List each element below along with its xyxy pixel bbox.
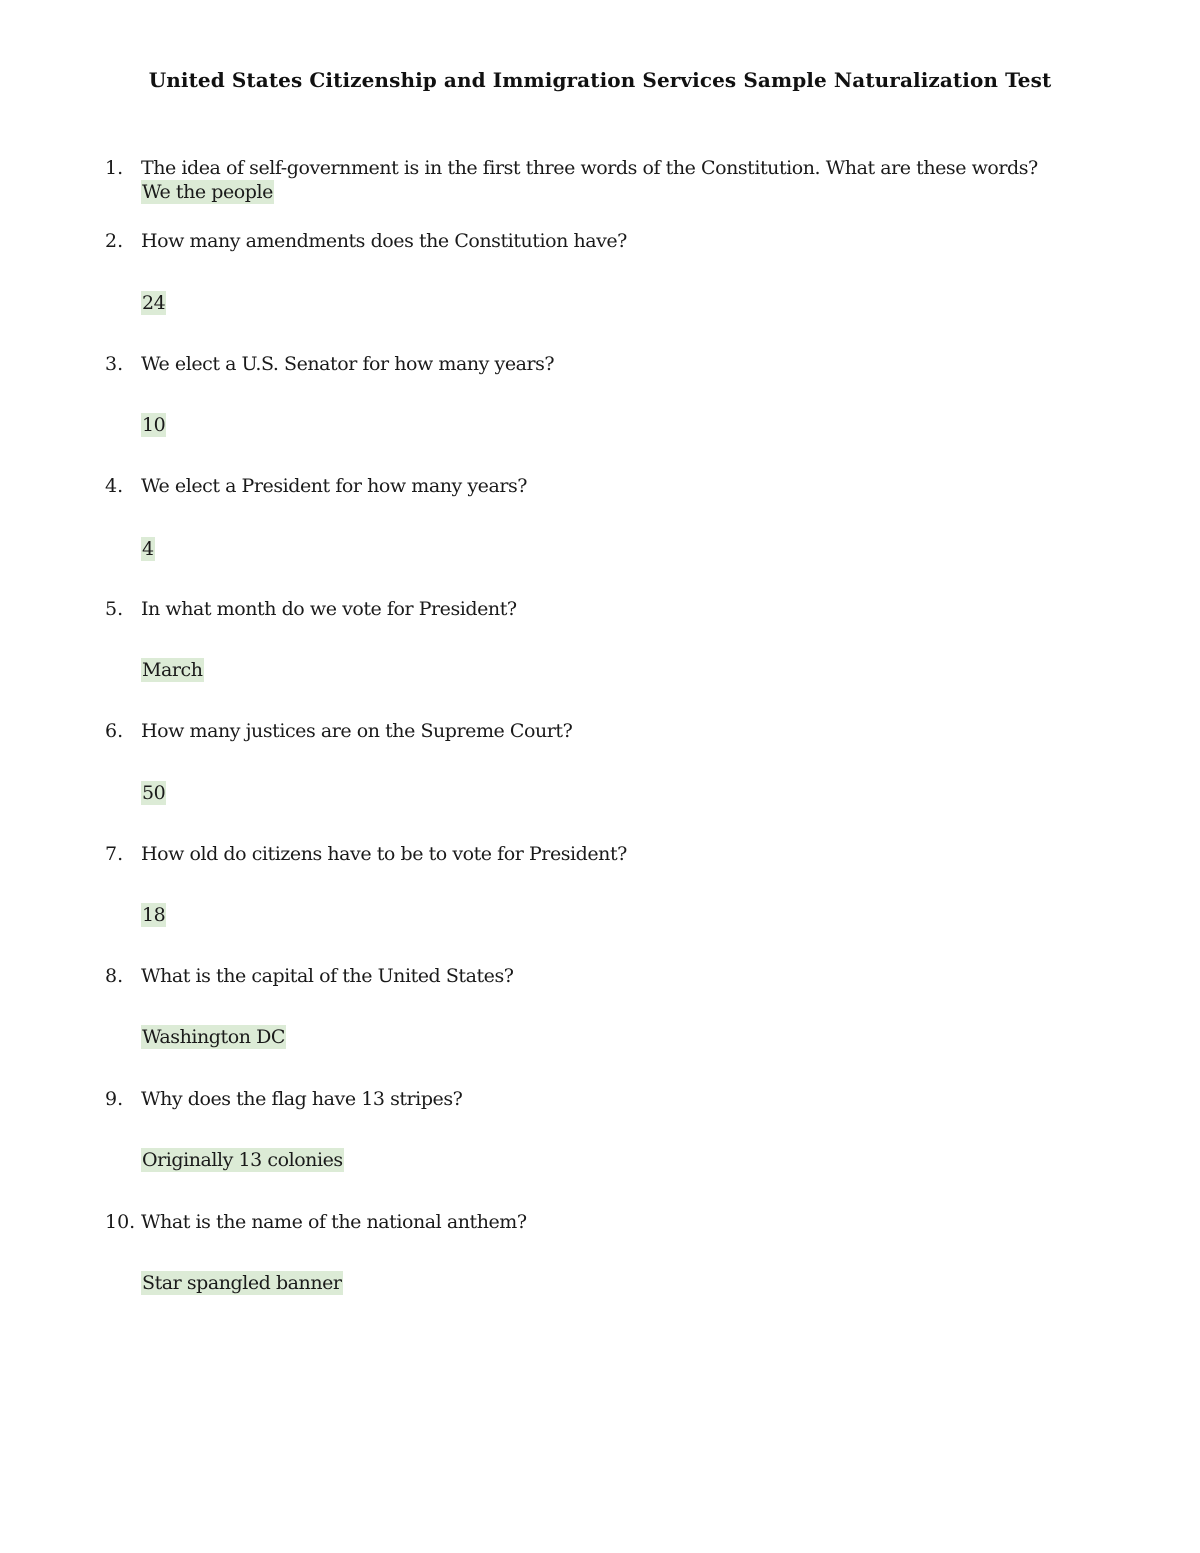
answer-text: 50 <box>142 782 166 804</box>
question-text: In what month do we vote for President? <box>141 598 517 620</box>
question-text: How many amendments does the Constitution have? <box>141 230 627 252</box>
question-number: 5. <box>105 598 124 620</box>
answer-text: Star spangled banner <box>142 1272 342 1294</box>
question-number: 8. <box>105 965 124 987</box>
question-number: 3. <box>105 353 124 375</box>
question-number: 6. <box>105 720 124 742</box>
answer-text: Washington DC <box>142 1026 285 1048</box>
answer-text: Originally 13 colonies <box>142 1149 343 1171</box>
question-text: Why does the flag have 13 stripes? <box>141 1088 463 1110</box>
document-title: United States Citizenship and Immigration Services Sample Naturalization Test <box>148 68 1052 92</box>
question-text: The idea of self-government is in the first three words of the Constitution. What are these words? <box>141 157 1038 179</box>
question-number: 7. <box>105 843 124 865</box>
answer-text: 10 <box>142 414 166 436</box>
question-text: What is the name of the national anthem? <box>141 1211 527 1233</box>
answer-text: 4 <box>142 538 154 560</box>
answer-text: 18 <box>142 904 166 926</box>
question-number: 2. <box>105 230 124 252</box>
answer-text: March <box>142 659 203 681</box>
question-text: We elect a U.S. Senator for how many years? <box>141 353 555 375</box>
question-text: How old do citizens have to be to vote for President? <box>141 843 627 865</box>
question-text: We elect a President for how many years? <box>141 475 528 497</box>
question-number: 9. <box>105 1088 124 1110</box>
question-text: How many justices are on the Supreme Court? <box>141 720 573 742</box>
answer-text: We the people <box>142 181 273 203</box>
question-number: 10. <box>105 1211 136 1233</box>
question-text: What is the capital of the United States? <box>141 965 514 987</box>
answer-text: 24 <box>142 292 166 314</box>
question-number: 4. <box>105 475 124 497</box>
question-number: 1. <box>105 157 124 179</box>
